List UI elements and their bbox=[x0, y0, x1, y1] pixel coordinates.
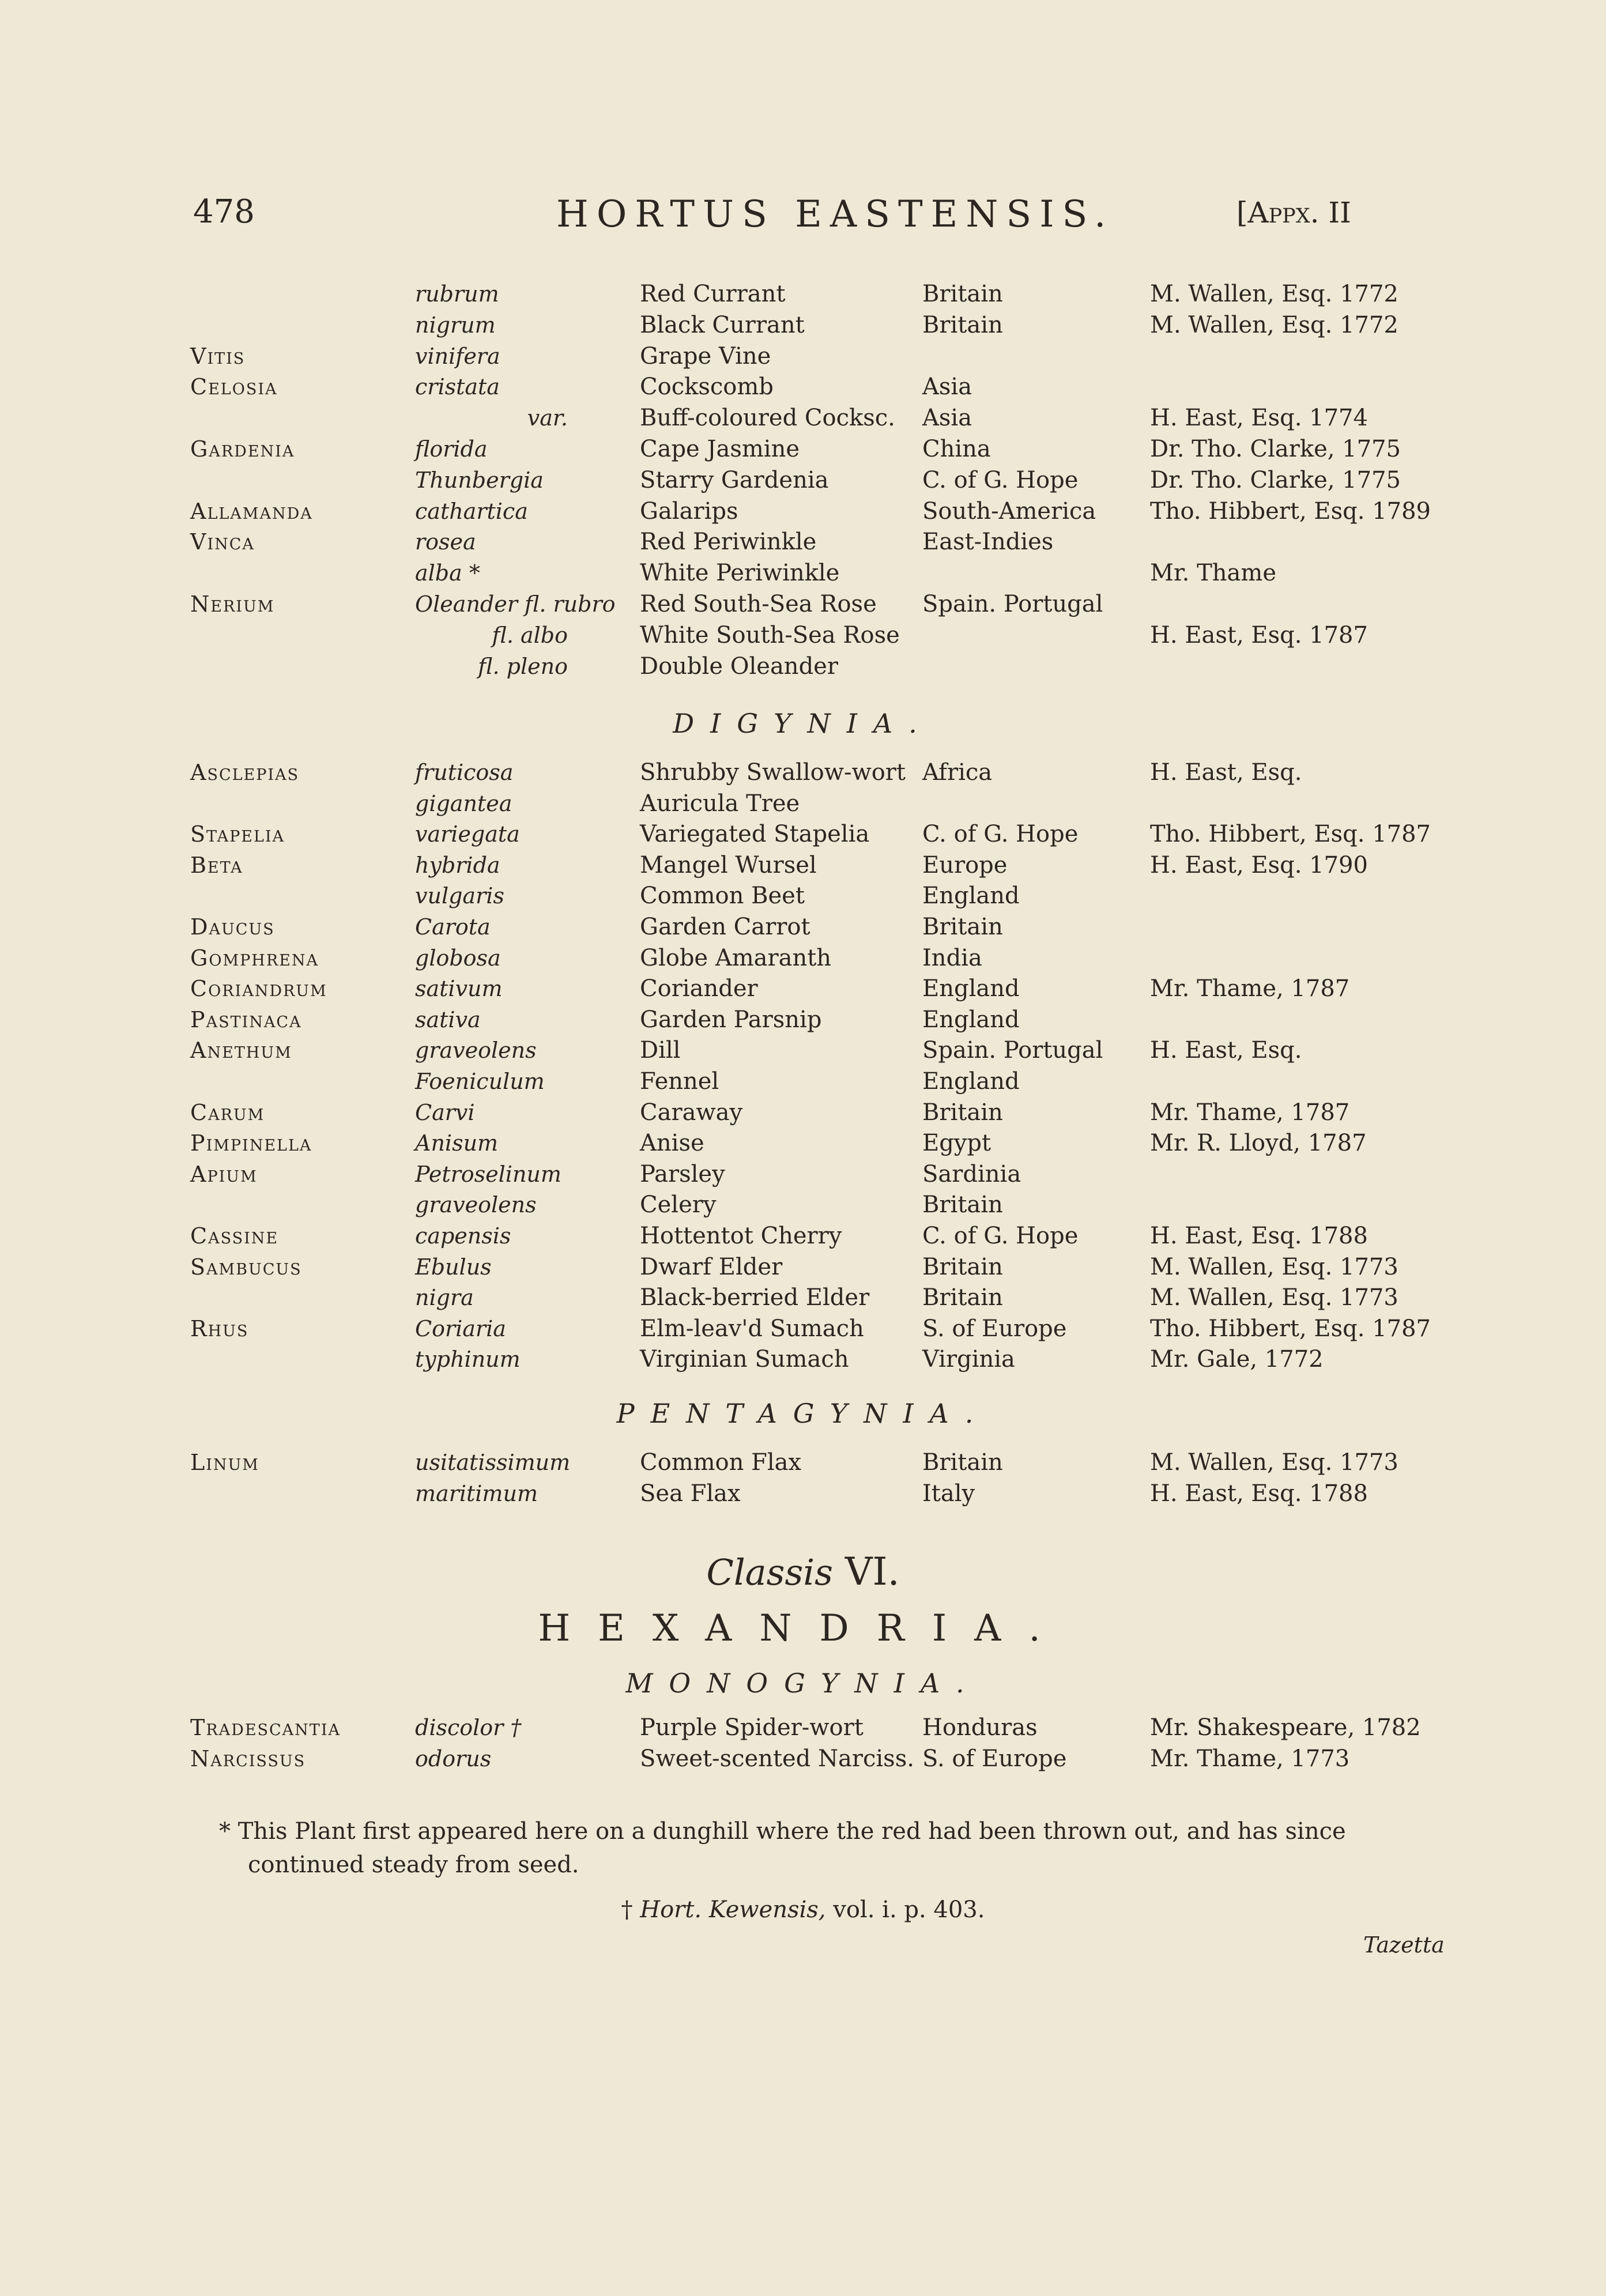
common-name: Black-berried Elder bbox=[640, 1284, 870, 1311]
introduced-by: Mr. Thame bbox=[1150, 560, 1277, 587]
native-country: S. of Europe bbox=[922, 1315, 1067, 1342]
introduced-by: Dr. Tho. Clarke, 1775 bbox=[1150, 466, 1401, 493]
native-country: S. of Europe bbox=[922, 1745, 1067, 1772]
order-heading-monogynia: MONOGYNIA. bbox=[625, 1668, 981, 1699]
species-name: Thunbergia bbox=[415, 467, 544, 493]
common-name: Mangel Wursel bbox=[640, 851, 817, 879]
common-name: Red Periwinkle bbox=[640, 529, 817, 556]
introduced-by: Mr. Thame, 1773 bbox=[1150, 1745, 1350, 1772]
species-name: Petroselinum bbox=[415, 1161, 561, 1187]
species-name: gigantea bbox=[415, 790, 512, 816]
volume-ref: vol. i. p. 403. bbox=[833, 1897, 985, 1923]
genus-name: Carum bbox=[190, 1099, 265, 1125]
species-name: florida bbox=[415, 436, 488, 462]
common-name: Virginian Sumach bbox=[640, 1346, 849, 1373]
species-name: graveolens bbox=[415, 1192, 537, 1218]
plant-row bbox=[0, 1189, 1606, 1220]
species-name: rosea bbox=[415, 529, 476, 555]
plant-row bbox=[0, 1004, 1606, 1035]
common-name: Sweet-scented Narciss. bbox=[640, 1745, 914, 1772]
plant-row bbox=[0, 589, 1606, 620]
introduced-by: H. East, Esq. 1788 bbox=[1150, 1480, 1368, 1507]
native-country: Spain. Portugal bbox=[922, 591, 1103, 617]
species-name: fl. pleno bbox=[478, 653, 568, 679]
species-name: variegata bbox=[415, 821, 520, 847]
footnote-line: * This Plant first appeared here on a dunghill where the red had been thrown out, and has since bbox=[219, 1818, 1346, 1845]
plant-row bbox=[0, 1097, 1606, 1128]
footnote-line: continued steady from seed. bbox=[248, 1852, 579, 1878]
common-name: White Periwinkle bbox=[640, 560, 840, 587]
plant-row bbox=[0, 1447, 1606, 1478]
species-name: Ebulus bbox=[415, 1254, 492, 1280]
common-name: Globe Amaranth bbox=[640, 944, 832, 971]
plant-row bbox=[0, 1344, 1606, 1375]
species-name: hybrida bbox=[415, 852, 500, 878]
species-name: usitatissimum bbox=[415, 1450, 571, 1475]
plant-row bbox=[0, 526, 1606, 557]
native-country: C. of G. Hope bbox=[922, 466, 1079, 493]
plant-row bbox=[0, 819, 1606, 850]
species-name: typhinum bbox=[415, 1347, 521, 1373]
common-name: Auricula Tree bbox=[640, 790, 800, 817]
species-name: var. bbox=[527, 405, 568, 431]
introduced-by: H. East, Esq. 1790 bbox=[1150, 851, 1368, 879]
common-name: Black Currant bbox=[640, 311, 805, 338]
species-name: cristata bbox=[415, 374, 500, 400]
native-country: South-America bbox=[922, 497, 1096, 525]
plant-row bbox=[0, 1478, 1606, 1509]
plant-row bbox=[0, 496, 1606, 527]
genus-name: Anethum bbox=[190, 1038, 292, 1064]
native-country: Britain bbox=[922, 311, 1003, 338]
introduced-by: M. Wallen, Esq. 1772 bbox=[1150, 311, 1398, 338]
genus-name: Vinca bbox=[190, 529, 255, 555]
plant-row bbox=[0, 1159, 1606, 1190]
introduced-by: H. East, Esq. 1787 bbox=[1150, 621, 1368, 649]
plant-row bbox=[0, 1282, 1606, 1313]
native-country: England bbox=[922, 975, 1020, 1002]
footnote-star bbox=[219, 1815, 1458, 1882]
native-country: China bbox=[922, 436, 991, 462]
plant-row bbox=[0, 433, 1606, 465]
plant-row bbox=[0, 651, 1606, 682]
common-name: Garden Carrot bbox=[640, 914, 810, 940]
species-name: fl. albo bbox=[492, 622, 568, 648]
class-name-hexandria: HEXANDRIA. bbox=[538, 1607, 1068, 1650]
plant-row bbox=[0, 942, 1606, 974]
introduced-by: Dr. Tho. Clarke, 1775 bbox=[1150, 436, 1401, 462]
introduced-by: Mr. Gale, 1772 bbox=[1150, 1346, 1324, 1373]
native-country: Africa bbox=[922, 759, 993, 786]
common-name: Red South-Sea Rose bbox=[640, 591, 877, 617]
species-name: Anisum bbox=[415, 1130, 499, 1156]
introduced-by: H. East, Esq. 1788 bbox=[1150, 1223, 1368, 1249]
species-name: nigrum bbox=[415, 312, 496, 338]
common-name: Celery bbox=[640, 1192, 717, 1219]
common-name: Grape Vine bbox=[640, 342, 771, 370]
common-name: Variegated Stapelia bbox=[640, 821, 870, 848]
plant-row bbox=[0, 1251, 1606, 1283]
native-country: East-Indies bbox=[922, 529, 1054, 556]
common-name: Fennel bbox=[640, 1068, 719, 1095]
genus-name: Narcissus bbox=[190, 1745, 306, 1771]
common-name: Garden Parsnip bbox=[640, 1006, 822, 1033]
plant-row bbox=[0, 465, 1606, 496]
species-name: globosa bbox=[415, 945, 501, 971]
common-name: Dill bbox=[640, 1037, 681, 1064]
introduced-by: M. Wallen, Esq. 1773 bbox=[1150, 1449, 1398, 1476]
native-country: Britain bbox=[922, 1253, 1003, 1280]
genus-name: Linum bbox=[190, 1450, 259, 1475]
introduced-by: Mr. Thame, 1787 bbox=[1150, 1099, 1350, 1126]
plant-row bbox=[0, 1313, 1606, 1344]
plant-row bbox=[0, 371, 1606, 402]
plant-row bbox=[0, 557, 1606, 589]
genus-name: Gomphrena bbox=[190, 945, 319, 971]
species-name: maritimum bbox=[415, 1480, 538, 1506]
species-name: fruticosa bbox=[415, 760, 514, 785]
class-heading bbox=[0, 1549, 1606, 1594]
native-country: Europe bbox=[922, 851, 1008, 879]
native-country: Egypt bbox=[922, 1130, 992, 1157]
order-heading-pentagynia: PENTAGYNIA. bbox=[616, 1398, 990, 1429]
plant-row bbox=[0, 310, 1606, 341]
common-name: Hottentot Cherry bbox=[640, 1223, 842, 1249]
introduced-by: H. East, Esq. bbox=[1150, 1037, 1302, 1064]
genus-name: Beta bbox=[190, 852, 243, 878]
species-name: Carvi bbox=[415, 1099, 475, 1125]
plant-row bbox=[0, 973, 1606, 1004]
common-name: Dwarf Elder bbox=[640, 1253, 783, 1280]
plant-row bbox=[0, 402, 1606, 433]
native-country: C. of G. Hope bbox=[922, 821, 1079, 848]
introduced-by: M. Wallen, Esq. 1773 bbox=[1150, 1284, 1398, 1311]
common-name: Common Flax bbox=[640, 1449, 802, 1476]
plant-row bbox=[0, 341, 1606, 372]
class-numeral: VI. bbox=[845, 1549, 900, 1594]
common-name: Cockscomb bbox=[640, 374, 774, 401]
species-name: Foeniculum bbox=[415, 1069, 545, 1094]
native-country: India bbox=[922, 944, 982, 971]
plant-row bbox=[0, 1066, 1606, 1097]
common-name: Caraway bbox=[640, 1099, 743, 1126]
species-name: sativum bbox=[415, 976, 503, 1002]
species-name: sativa bbox=[415, 1006, 481, 1032]
native-country: England bbox=[922, 1068, 1020, 1095]
common-name: Buff-coloured Cocksc. bbox=[640, 405, 895, 432]
native-country: C. of G. Hope bbox=[922, 1223, 1079, 1249]
genus-name: Coriandrum bbox=[190, 976, 327, 1002]
native-country: Asia bbox=[922, 374, 972, 401]
genus-name: Vitis bbox=[190, 343, 246, 369]
plant-row bbox=[0, 850, 1606, 881]
native-country: Honduras bbox=[922, 1714, 1038, 1741]
introduced-by: Tho. Hibbert, Esq. 1787 bbox=[1150, 821, 1431, 848]
species-name: Coriaria bbox=[415, 1315, 506, 1341]
introduced-by: Mr. Shakespeare, 1782 bbox=[1150, 1714, 1421, 1741]
species-name: graveolens bbox=[415, 1038, 537, 1064]
genus-name: Stapelia bbox=[190, 821, 285, 847]
plant-row bbox=[0, 757, 1606, 788]
genus-name: Pimpinella bbox=[190, 1130, 312, 1156]
common-name: Purple Spider-wort bbox=[640, 1714, 864, 1741]
common-name: Shrubby Swallow-wort bbox=[640, 759, 906, 786]
native-country: Asia bbox=[922, 405, 972, 432]
plant-row bbox=[0, 620, 1606, 651]
plant-row bbox=[0, 911, 1606, 942]
introduced-by: Mr. R. Lloyd, 1787 bbox=[1150, 1130, 1367, 1157]
native-country: Britain bbox=[922, 1449, 1003, 1476]
plant-row bbox=[0, 788, 1606, 819]
species-name: Oleander fl. rubro bbox=[415, 591, 616, 617]
native-country: Virginia bbox=[922, 1346, 1015, 1373]
species-name: cathartica bbox=[415, 498, 528, 524]
common-name: Red Currant bbox=[640, 281, 786, 307]
plant-row bbox=[0, 1743, 1606, 1774]
native-country: Britain bbox=[922, 1284, 1003, 1311]
common-name: Starry Gardenia bbox=[640, 466, 829, 493]
common-name: Coriander bbox=[640, 975, 758, 1002]
genus-name: Sambucus bbox=[190, 1254, 302, 1280]
species-name: rubrum bbox=[415, 281, 499, 307]
genus-name: Gardenia bbox=[190, 436, 295, 462]
common-name: Cape Jasmine bbox=[640, 436, 800, 462]
introduced-by: Mr. Thame, 1787 bbox=[1150, 975, 1350, 1002]
genus-name: Apium bbox=[190, 1161, 258, 1187]
species-name: odorus bbox=[415, 1745, 492, 1771]
plant-row bbox=[0, 880, 1606, 911]
plant-row bbox=[0, 1712, 1606, 1743]
dagger-mark: † bbox=[621, 1897, 633, 1923]
introduced-by: M. Wallen, Esq. 1773 bbox=[1150, 1253, 1398, 1280]
common-name: Parsley bbox=[640, 1160, 725, 1187]
footnote-dagger bbox=[0, 1897, 1606, 1923]
common-name: Elm-leav'd Sumach bbox=[640, 1315, 864, 1342]
section-reference: [Appx. II bbox=[1236, 196, 1351, 229]
native-country: Britain bbox=[922, 281, 1003, 307]
genus-name: Daucus bbox=[190, 914, 275, 940]
native-country: Britain bbox=[922, 1192, 1003, 1219]
genus-name: Asclepias bbox=[190, 760, 300, 785]
genus-name: Cassine bbox=[190, 1223, 279, 1249]
genus-name: Pastinaca bbox=[190, 1006, 302, 1032]
common-name: Double Oleander bbox=[640, 653, 838, 680]
page-header bbox=[0, 193, 1606, 245]
work-title: Hort. Kewensis, bbox=[640, 1897, 826, 1923]
genus-name: Tradescantia bbox=[190, 1715, 341, 1740]
order-heading-digynia: DIGYNIA. bbox=[673, 708, 933, 739]
class-label: Classis bbox=[706, 1551, 833, 1593]
native-country: England bbox=[922, 1006, 1020, 1033]
species-name: vulgaris bbox=[415, 883, 504, 909]
plant-row bbox=[0, 278, 1606, 310]
native-country: Sardinia bbox=[922, 1160, 1021, 1187]
introduced-by: Tho. Hibbert, Esq. 1787 bbox=[1150, 1315, 1431, 1342]
plant-row bbox=[0, 1035, 1606, 1066]
species-name: discolor † bbox=[415, 1715, 522, 1740]
common-name: Common Beet bbox=[640, 883, 805, 910]
common-name: Anise bbox=[640, 1130, 704, 1157]
genus-name: Nerium bbox=[190, 591, 275, 617]
common-name: Sea Flax bbox=[640, 1480, 741, 1507]
native-country: Britain bbox=[922, 914, 1003, 940]
species-name: vinifera bbox=[415, 343, 500, 369]
native-country: Britain bbox=[922, 1099, 1003, 1126]
plant-row bbox=[0, 1128, 1606, 1159]
genus-name: Allamanda bbox=[190, 498, 313, 524]
native-country: England bbox=[922, 883, 1020, 910]
native-country: Spain. Portugal bbox=[922, 1037, 1103, 1064]
catchword: Tazetta bbox=[1363, 1932, 1445, 1958]
running-title: HORTUS EASTENSIS. bbox=[556, 193, 1114, 236]
species-name: Carota bbox=[415, 914, 491, 940]
page-number: 478 bbox=[193, 193, 255, 231]
species-name: nigra bbox=[415, 1285, 474, 1311]
introduced-by: M. Wallen, Esq. 1772 bbox=[1150, 281, 1398, 307]
common-name: White South-Sea Rose bbox=[640, 621, 900, 649]
introduced-by: Tho. Hibbert, Esq. 1789 bbox=[1150, 497, 1431, 525]
native-country: Italy bbox=[922, 1480, 975, 1507]
genus-name: Rhus bbox=[190, 1315, 249, 1341]
introduced-by: H. East, Esq. bbox=[1150, 759, 1302, 786]
genus-name: Celosia bbox=[190, 374, 278, 400]
plant-row bbox=[0, 1220, 1606, 1251]
species-name: capensis bbox=[415, 1223, 511, 1249]
introduced-by: H. East, Esq. 1774 bbox=[1150, 405, 1368, 432]
common-name: Galarips bbox=[640, 497, 738, 525]
species-name: alba * bbox=[415, 560, 480, 586]
